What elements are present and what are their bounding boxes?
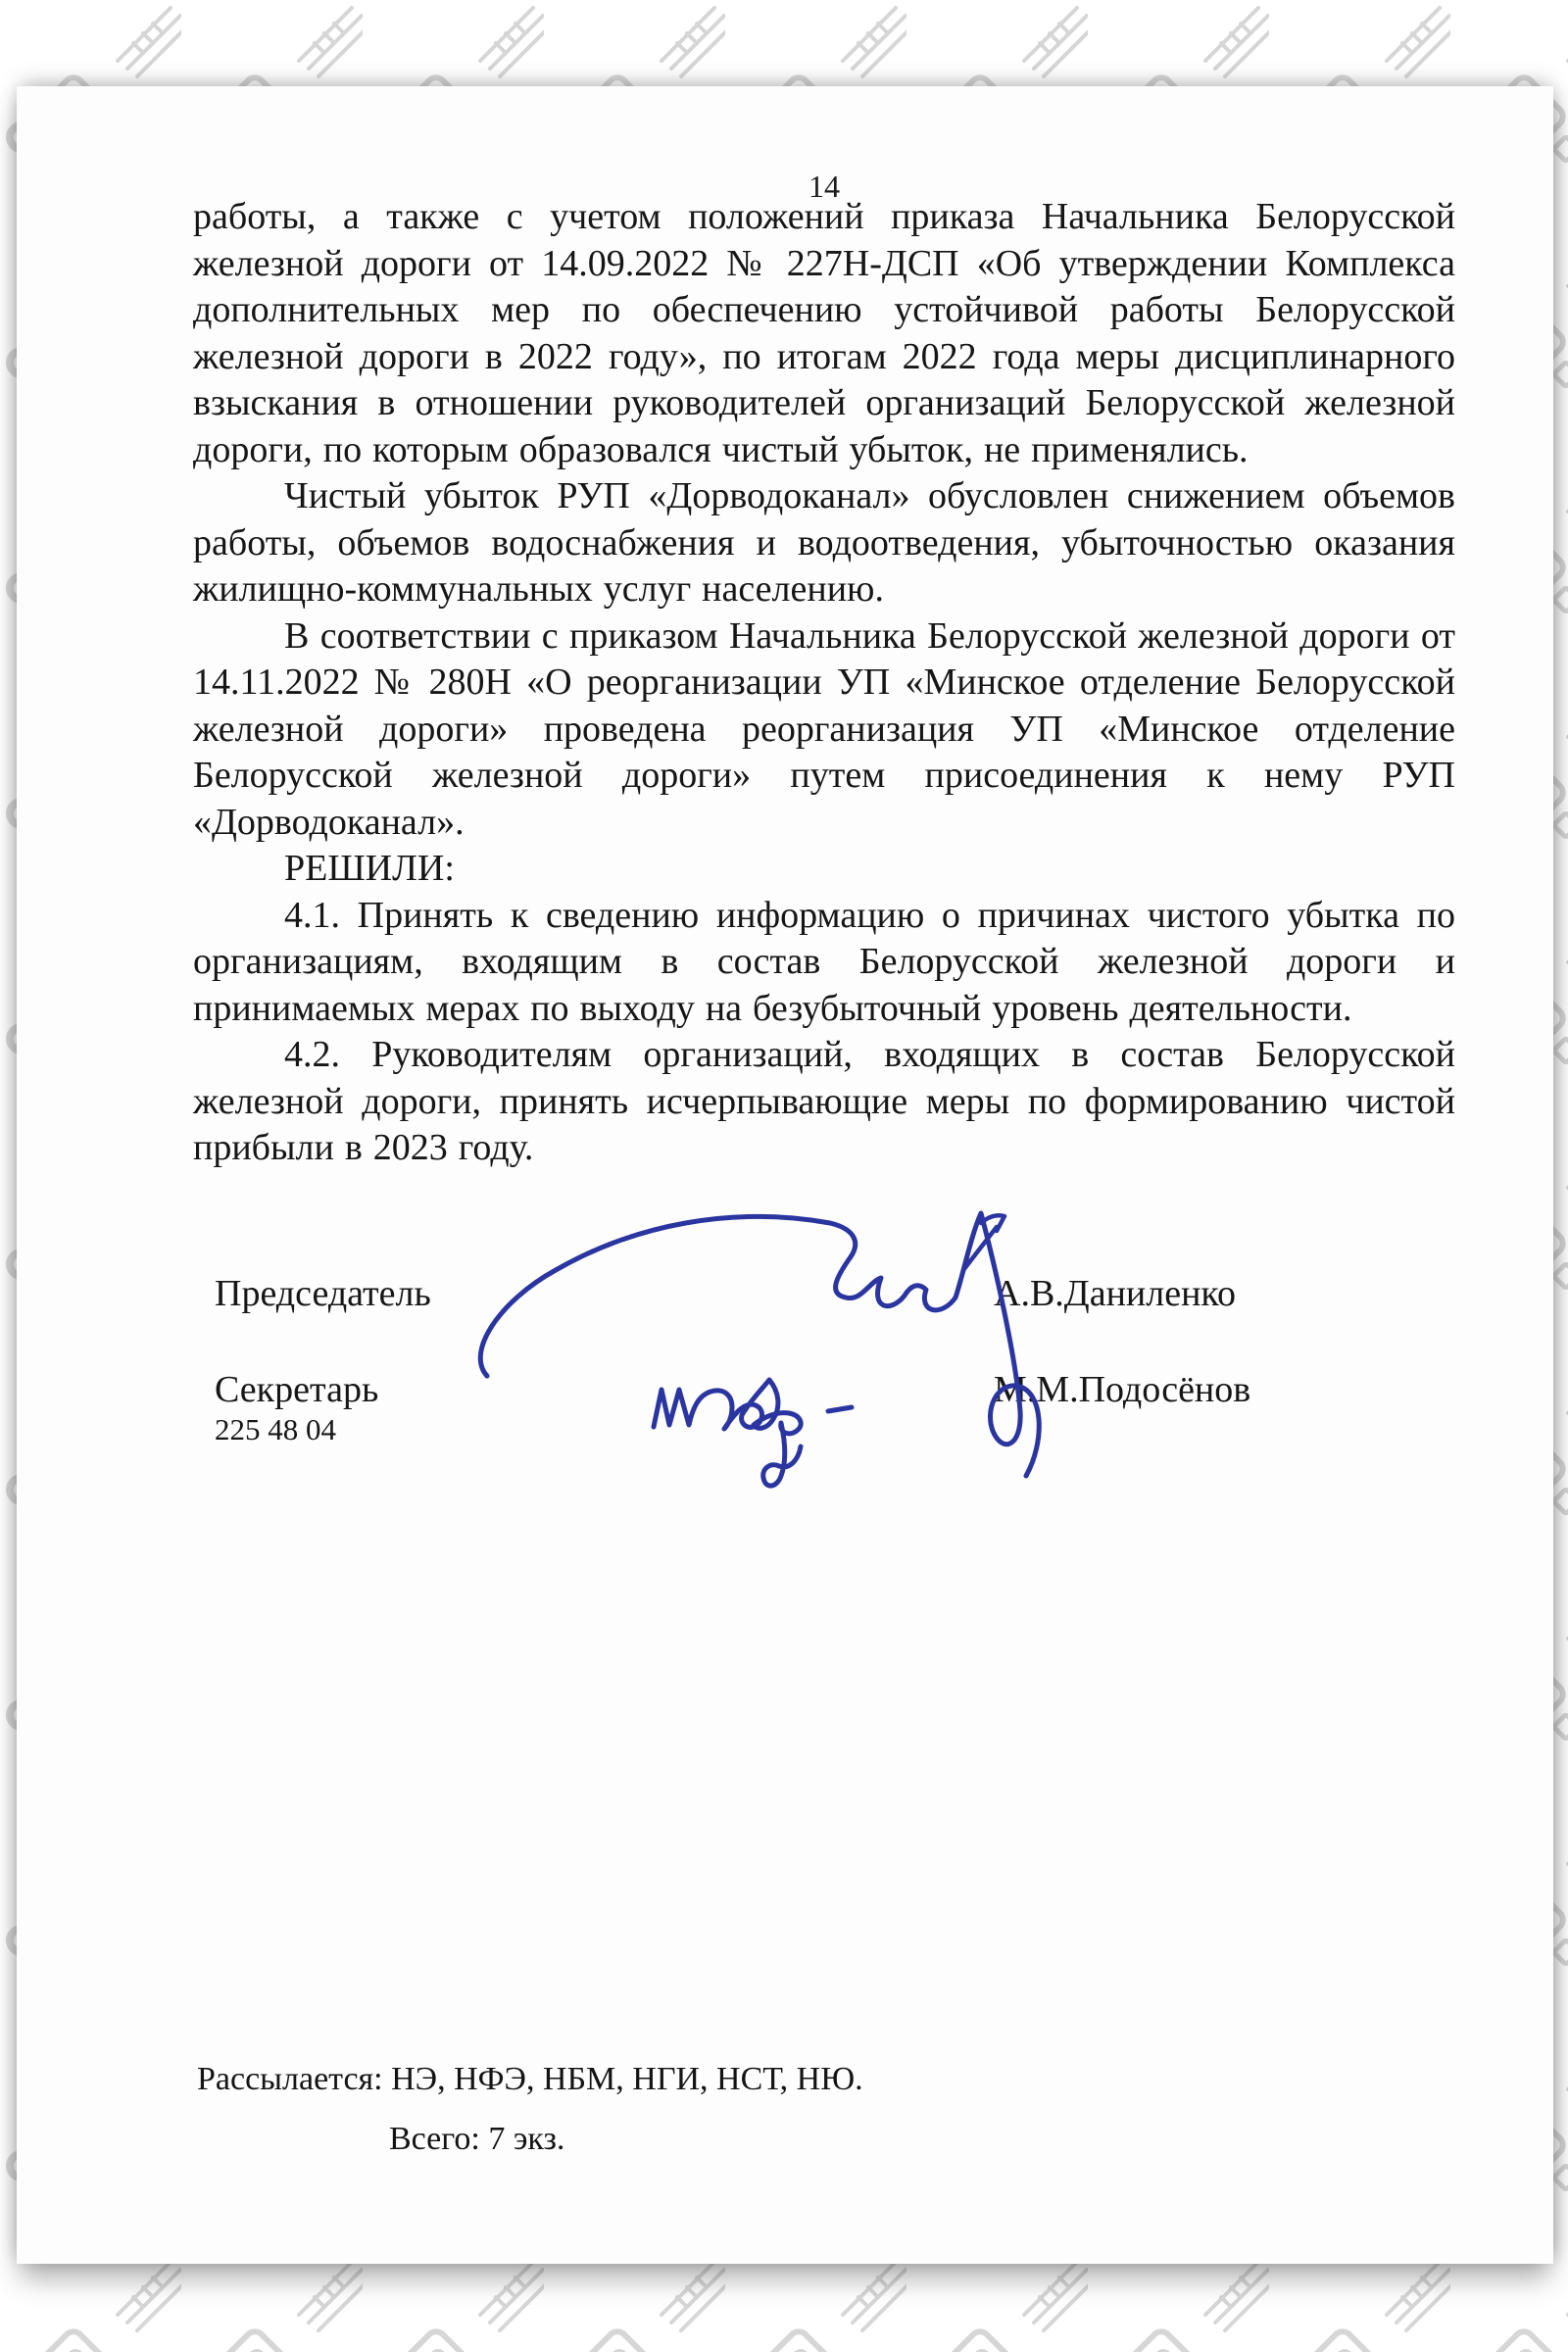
secretary-phone: 225 48 04: [215, 1412, 336, 1446]
paper-sheet: [17, 86, 1553, 2264]
body-paragraph: 4.2. Руководителям организаций, входящих в состав Белорусской железной дороги, принять исчерпывающие меры по формированию чистой прибыли в 2023 году.: [193, 1034, 1455, 1168]
secretary-label: Секретарь: [215, 1369, 379, 1410]
distribution-total: Всего: 7 экз.: [389, 2121, 565, 2157]
page-number: 14: [808, 169, 840, 204]
secretary-signature: [654, 1380, 801, 1486]
resolved-heading: РЕШИЛИ:: [284, 848, 455, 889]
body-paragraph: работы, а также с учетом положений приказа Начальника Белорусской железной дороги от 14.09.2022 № 227Н-ДСП «Об утверждении Комплекса дополнительных мер по обеспечению устойчивой работы Белорусской железной дороги в 2022 году», по итогам 2022 года меры дисциплинарного взыскания в отношении руководителей организаций Белорусской железной дороги, по которым образовался чистый убыток, не применялись.: [193, 196, 1455, 470]
handwritten-signatures: [409, 1184, 1075, 1576]
body-paragraph: Чистый убыток РУП «Дорводоканал» обусловлен снижением объемов работы, объемов водоснабжения и водоотведения, убыточностью оказания жилищно-коммунальных услуг населению.: [193, 475, 1455, 610]
secretary-name: М.М.Подосёнов: [994, 1369, 1251, 1410]
body-paragraph: В соответствии с приказом Начальника Белорусской железной дороги от 14.11.2022 № 280Н «О реорганизации УП «Минское отделение Белорусской железной дороги» проведена реорганизация УП «Минское отделение Белорусской железной дороги» путем присоединения к нему РУП «Дорводоканал».: [193, 614, 1455, 843]
distribution-routing: Рассылается: НЭ, НФЭ, НБМ, НГИ, НСТ, НЮ.: [197, 2061, 863, 2097]
document-body: [193, 194, 1455, 1172]
chairman-name: А.В.Даниленко: [994, 1273, 1236, 1314]
chairman-signature: [480, 1213, 1039, 1476]
chairman-label: Председатель: [215, 1273, 431, 1314]
secretary-signature-dash: [828, 1407, 852, 1411]
body-paragraph: 4.1. Принять к сведению информацию о причинах чистого убытка по организациям, входящим в состав Белорусской железной дороги и принимаемых мерах по выходу на безубыточный уровень деятельности.: [193, 894, 1455, 1029]
